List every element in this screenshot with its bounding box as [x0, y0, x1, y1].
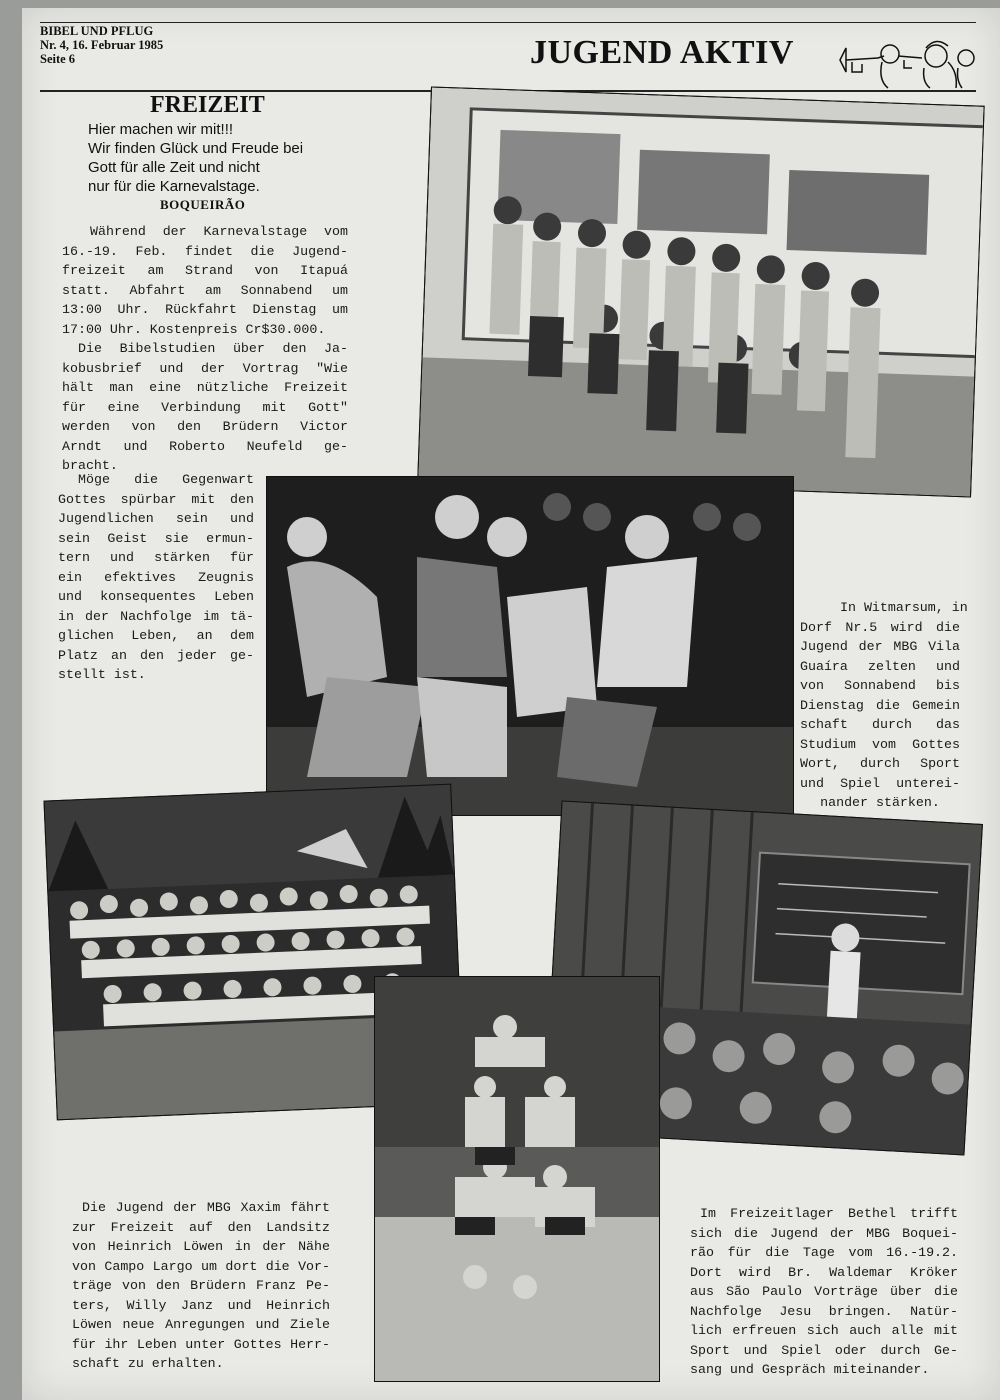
caption-line: zur Freizeit auf den Landsitz — [72, 1219, 330, 1235]
text-line: Platz an den jeder ge- — [58, 647, 254, 663]
caption-line: Jugend der MBG Vila — [800, 639, 960, 654]
motto-line: Hier machen wir mit!!! — [88, 121, 234, 138]
article-motto — [88, 120, 303, 196]
photo-human-pyramid — [374, 976, 660, 1382]
text-line: tern und stärken für — [58, 550, 254, 565]
caption-line: Dienstag die Gemein — [800, 697, 960, 713]
caption-line: von Campo Largo um dort die Vor- — [72, 1258, 330, 1274]
caption-line: Nachfolge Jesu bringen. Natür- — [690, 1303, 958, 1319]
text-line: und konsequentes Leben — [58, 589, 254, 604]
article-paragraph-3 — [58, 470, 254, 685]
text-line: bracht. — [62, 458, 118, 473]
caption-line: Dort wird Br. Waldemar Kröker — [690, 1264, 958, 1280]
caption-line: für ihr Leben unter Gottes Herr- — [72, 1336, 330, 1352]
motto-line: nur für die Karnevalstage. — [88, 178, 260, 195]
caption-line: sich die Jugend der MBG Boquei- — [690, 1225, 958, 1241]
text-line: werden von den Brüdern Victor — [62, 419, 348, 434]
article-title: FREIZEIT — [150, 92, 265, 118]
caption-line: Studium vom Gottes — [800, 736, 960, 752]
caption-bethel — [690, 1204, 958, 1380]
text-line: in der Nachfolge im tä- — [58, 608, 254, 624]
caption-line: schaft zu erhalten. — [72, 1356, 224, 1371]
text-line: 17:00 Uhr. Kostenpreis Cr$30.000. — [62, 321, 326, 337]
text-line: kobusbrief und der Vortrag "Wie — [62, 360, 348, 376]
publication-name: BIBEL UND PFLUG — [40, 24, 154, 38]
caption-line: von Sonnabend bis — [800, 678, 960, 693]
text-line: 16.-19. Feb. findet die Jugend- — [62, 243, 348, 259]
text-line: glichen Leben, an dem — [58, 628, 254, 643]
caption-line: und Spiel unterei- — [800, 775, 960, 791]
caption-line: aus São Paulo Vorträge über die — [690, 1284, 958, 1299]
caption-line: Im Freizeitlager Bethel trifft — [700, 1206, 958, 1221]
caption-line: träge von den Brüdern Franz Pe- — [72, 1278, 330, 1293]
section-title: JUGEND AKTIV — [530, 34, 794, 71]
issue-line: Nr. 4, 16. Februar 1985 — [40, 38, 164, 52]
masthead-info — [40, 24, 235, 66]
text-line: Jugendlichen sein und — [58, 511, 254, 526]
caption-witmarsum — [800, 598, 968, 813]
text-line: stellt ist. — [58, 667, 146, 682]
group-photo-bus — [417, 86, 984, 497]
caption-line: ters, Willy Janz und Heinrich — [72, 1297, 330, 1313]
caption-line: nander stärken. — [820, 795, 940, 810]
text-line: Während der Karnevalstage vom — [90, 224, 348, 239]
text-line: ein efektives Zeugnis — [58, 569, 254, 585]
text-line: für eine Verbindung mit Gott" — [62, 399, 348, 415]
caption-line: Guaíra zelten und — [800, 658, 960, 674]
caption-line: Sport und Spiel oder durch Ge- — [690, 1342, 958, 1358]
caption-line: lich erfreuen sich auch alle mit — [690, 1323, 958, 1338]
text-line: Gottes spürbar mit den — [58, 491, 254, 507]
caption-line: von Heinrich Löwen in der Nähe — [72, 1239, 330, 1254]
text-line: statt. Abfahrt am Sonnabend um — [62, 282, 348, 298]
caption-line: Dorf Nr.5 wird die — [800, 619, 960, 635]
caption-line: Löwen neue Anregungen und Ziele — [72, 1317, 330, 1332]
caption-line: sang und Gespräch miteinander. — [690, 1362, 930, 1377]
article-paragraph-2 — [62, 339, 348, 476]
text-line: Die Bibelstudien über den Ja- — [78, 341, 348, 356]
motto-line: Gott für alle Zeit und nicht — [88, 159, 260, 176]
caption-xaxim — [72, 1198, 330, 1374]
text-line: hält man eine nützliche Freizeit — [62, 380, 348, 395]
motto-line: Wir finden Glück und Freude bei — [88, 140, 304, 157]
caption-line: In Witmarsum, in — [840, 600, 968, 615]
caption-line: schaft durch das — [800, 717, 960, 732]
text-line: freizeit am Strand von Itapuá — [62, 263, 348, 278]
article-paragraph-1 — [62, 222, 348, 339]
text-line: Arndt und Roberto Neufeld ge- — [62, 438, 348, 454]
trumpet-players-icon — [838, 32, 978, 90]
text-line: 13:00 Uhr. Rückfahrt Dienstag um — [62, 302, 348, 317]
caption-line: Wort, durch Sport — [800, 756, 960, 771]
text-line: Möge die Gegenwart — [78, 472, 254, 487]
caption-line: rão für die Tage vom 16.-19.2. — [690, 1245, 958, 1260]
article-subtitle: BOQUEIRÃO — [160, 197, 246, 212]
photo-youth-game — [266, 476, 794, 816]
page-number: Seite 6 — [40, 52, 76, 66]
caption-line: Die Jugend der MBG Xaxim fährt — [82, 1200, 330, 1215]
masthead-top-rule — [40, 22, 976, 23]
text-line: sein Geist sie ermun- — [58, 530, 254, 546]
